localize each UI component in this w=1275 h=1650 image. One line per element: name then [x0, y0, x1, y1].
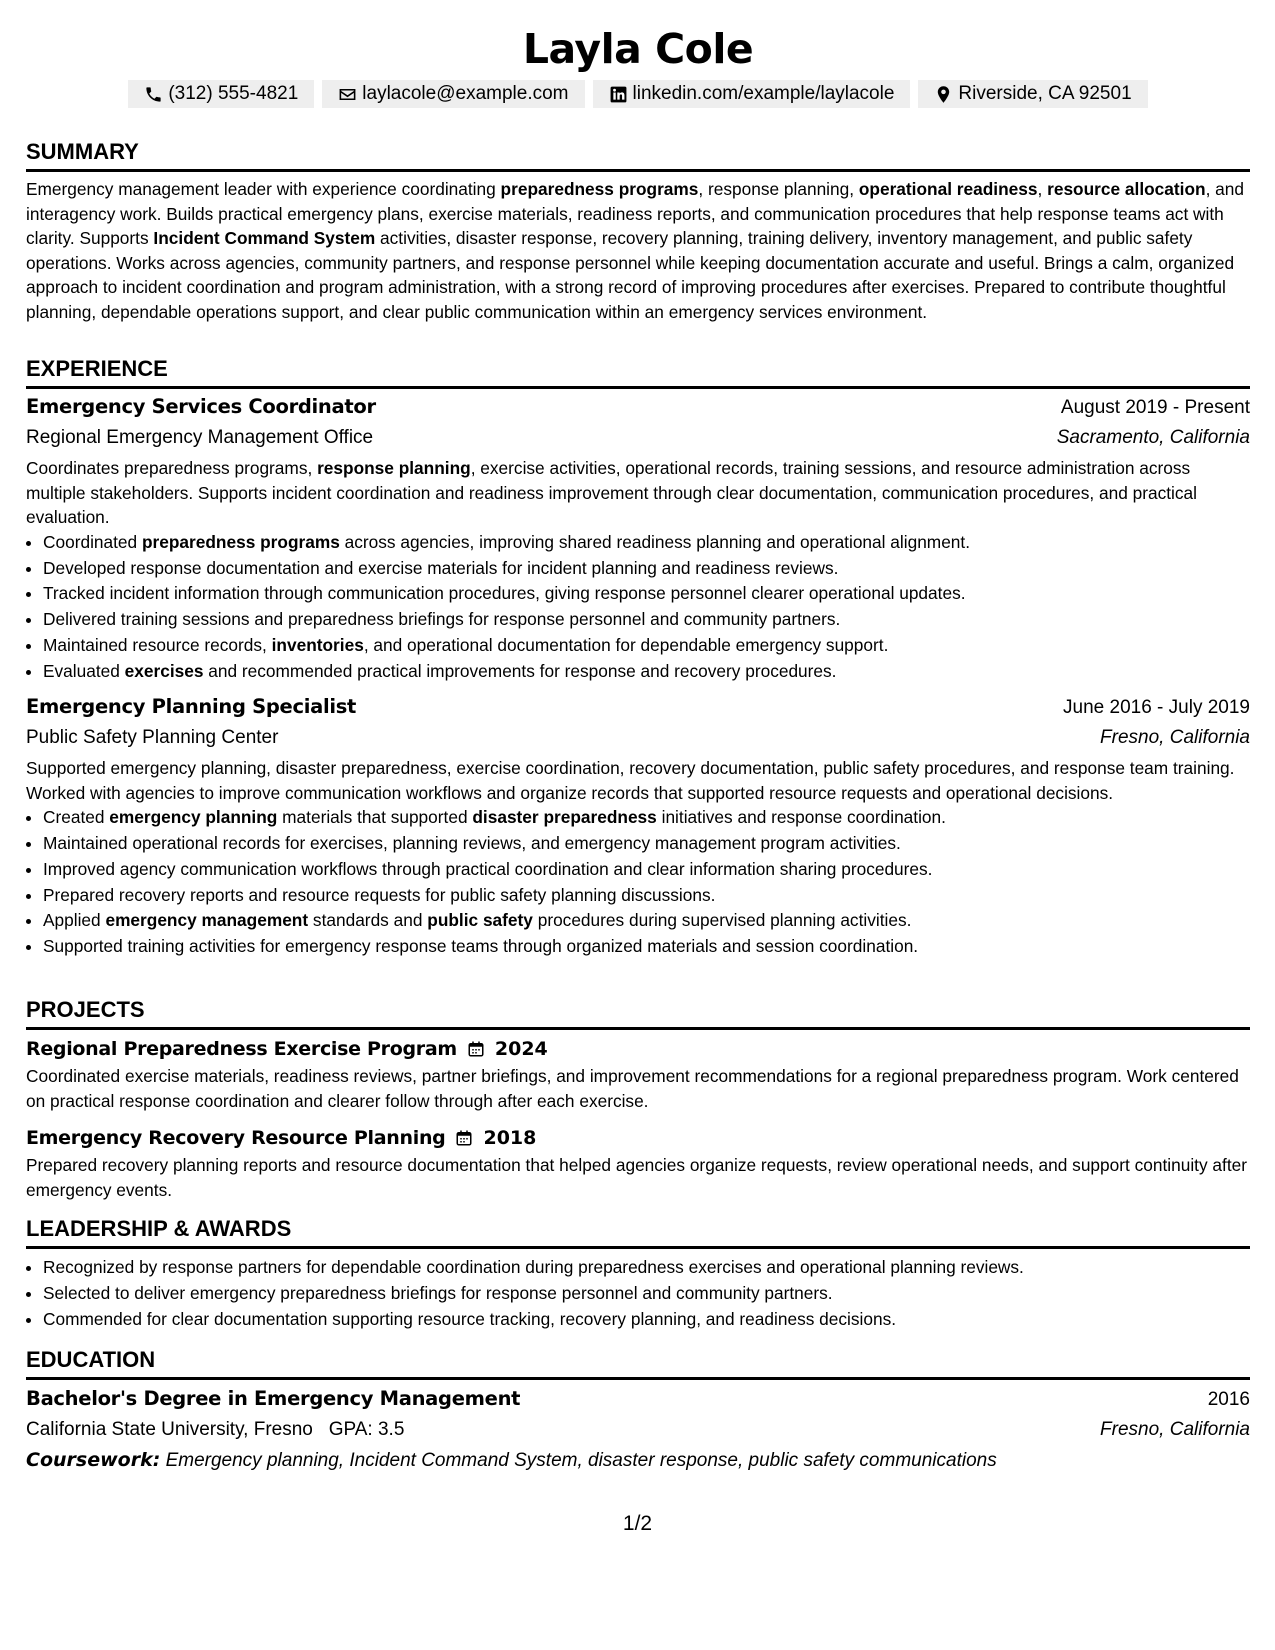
list-item: • Selected to deliver emergency preparedness briefings for response personnel and community partners.	[43, 1281, 1250, 1307]
email-chip	[322, 80, 584, 108]
list-item: • Improved agency communication workflows through practical coordination and clear information sharing procedures.	[43, 857, 1250, 883]
job-title: Emergency Planning Specialist	[26, 695, 357, 718]
section-title-experience: EXPERIENCE	[26, 356, 1250, 389]
phone-chip	[128, 80, 314, 108]
leadership-bullets	[26, 1255, 1250, 1332]
coursework-list: Emergency planning, Incident Command System, disaster response, public safety communications	[160, 1450, 997, 1471]
gpa: GPA: 3.5	[328, 1419, 405, 1440]
linkedin-url: linkedin.com/example/laylacole	[632, 83, 895, 104]
school-line	[26, 1415, 404, 1445]
candidate-name: Layla Cole	[522, 25, 754, 73]
list-item: • Applied emergency management standards and public safety procedures during supervised planning activities.	[43, 908, 1250, 934]
project-name: Emergency Recovery Resource Planning	[26, 1127, 446, 1149]
list-item: • Maintained resource records, inventories, and operational documentation for dependable emergency support.	[43, 633, 1250, 659]
calendar-icon	[467, 1040, 485, 1058]
list-item: • Tracked incident information through communication procedures, giving response personnel clearer operational updates.	[43, 581, 1250, 607]
list-item: • Evaluated exercises and recommended practical improvements for response and recovery procedures.	[43, 659, 1250, 685]
job-dates: August 2019 - Present	[1060, 397, 1250, 418]
job-entry	[26, 692, 1250, 960]
section-title-projects: PROJECTS	[26, 997, 1250, 1030]
job-location: Sacramento, California	[1056, 427, 1250, 448]
section-title-education: EDUCATION	[26, 1347, 1250, 1380]
list-item: • Coordinated preparedness programs across agencies, improving shared readiness planning and operational alignment.	[43, 530, 1250, 556]
experience-section	[26, 356, 1250, 389]
coursework	[26, 1445, 1250, 1476]
job-bullets	[26, 805, 1250, 960]
job-organization: Public Safety Planning Center	[26, 727, 279, 748]
list-item: • Recognized by response partners for dependable coordination during preparedness exercises and operational planning reviews.	[43, 1255, 1250, 1281]
location-text: Riverside, CA 92501	[958, 83, 1132, 104]
email-address: laylacole@example.com	[362, 83, 569, 104]
education-section	[26, 1347, 1250, 1380]
project-year: 2018	[483, 1127, 537, 1149]
job-organization: Regional Emergency Management Office	[26, 427, 374, 448]
linkedin-chip	[593, 80, 911, 108]
section-title-summary: SUMMARY	[26, 139, 1250, 172]
summary-text: Emergency management leader with experience coordinating preparedness programs, response planning, operational readiness, resource allocation, and interagency work. Builds practical emergency plans, exercise materials, readiness reports, and communication procedures that help response teams act with clarity. Supports Incident Command System activities, disaster response, recovery planning, training delivery, inventory management, and public safety operations. Works across agencies, community partners, and response personnel while keeping documentation accurate and useful. Brings a calm, organized approach to incident coordination and program administration, with a strong record of improving procedures after exercises. Prepared to contribute thoughtful planning, dependable operations support, and clear public communication within an emergency services environment.	[26, 179, 1245, 322]
envelope-icon	[338, 85, 357, 104]
job-description: Supported emergency planning, disaster preparedness, exercise coordination, recovery documentation, public safety procedures, and response team training. Worked with agencies to improve communication workflows and organize records that supported resource requests and operational decisions.	[26, 758, 1235, 803]
degree-title: Bachelor's Degree in Emergency Management	[26, 1387, 521, 1410]
project-entry	[26, 1034, 1250, 1113]
leadership-section	[26, 1216, 1250, 1332]
project-description: Coordinated exercise materials, readiness reviews, partner briefings, and improvement recommendations for a regional preparedness program. Work centered on practical response coordination and clearer follow through after each exercise.	[26, 1066, 1239, 1111]
calendar-icon	[455, 1129, 473, 1147]
projects-section	[26, 997, 1250, 1030]
list-item: • Developed response documentation and exercise materials for incident planning and readiness reviews.	[43, 556, 1250, 582]
graduation-year: 2016	[1207, 1389, 1250, 1410]
list-item: • Prepared recovery reports and resource requests for public safety planning discussions.	[43, 883, 1250, 909]
list-item: • Commended for clear documentation supporting resource tracking, recovery planning, and readiness decisions.	[43, 1307, 1250, 1333]
job-location: Fresno, California	[1100, 727, 1250, 748]
school-name: California State University, Fresno	[26, 1419, 313, 1440]
section-title-leadership: LEADERSHIP & AWARDS	[26, 1216, 1250, 1249]
coursework-label: Coursework:	[26, 1449, 161, 1471]
summary-section	[26, 139, 1250, 325]
linkedin-icon	[609, 85, 628, 104]
job-dates: June 2016 - July 2019	[1063, 697, 1250, 718]
phone-number: (312) 555-4821	[168, 83, 299, 104]
school-location: Fresno, California	[1100, 1419, 1250, 1440]
job-description: Coordinates preparedness programs, response planning, exercise activities, operational records, training sessions, and resource administration across multiple stakeholders. Supports incident coordination and readiness improvement through clear documentation, communication procedures, and practical evaluation.	[26, 458, 1197, 528]
job-title: Emergency Services Coordinator	[26, 395, 376, 418]
job-entry	[26, 392, 1250, 685]
project-entry	[26, 1123, 1250, 1202]
list-item: • Delivered training sessions and preparedness briefings for response personnel and community partners.	[43, 607, 1250, 633]
page-number: 1/2	[622, 1512, 653, 1535]
list-item: • Created emergency planning materials that supported disaster preparedness initiatives and response coordination.	[43, 805, 1250, 831]
phone-icon	[144, 85, 163, 104]
education-entry	[26, 1384, 1250, 1476]
job-bullets	[26, 530, 1250, 685]
project-year: 2024	[494, 1038, 548, 1060]
contact-bar	[26, 80, 1250, 108]
project-name: Regional Preparedness Exercise Program	[26, 1038, 457, 1060]
location-chip	[918, 80, 1147, 108]
list-item: • Maintained operational records for exercises, planning reviews, and emergency management program activities.	[43, 831, 1250, 857]
project-description: Prepared recovery planning reports and resource documentation that helped agencies organize requests, review operational needs, and support continuity after emergency events.	[26, 1155, 1248, 1200]
list-item: • Supported training activities for emergency response teams through organized materials and session coordination.	[43, 934, 1250, 960]
map-pin-icon	[934, 85, 953, 104]
